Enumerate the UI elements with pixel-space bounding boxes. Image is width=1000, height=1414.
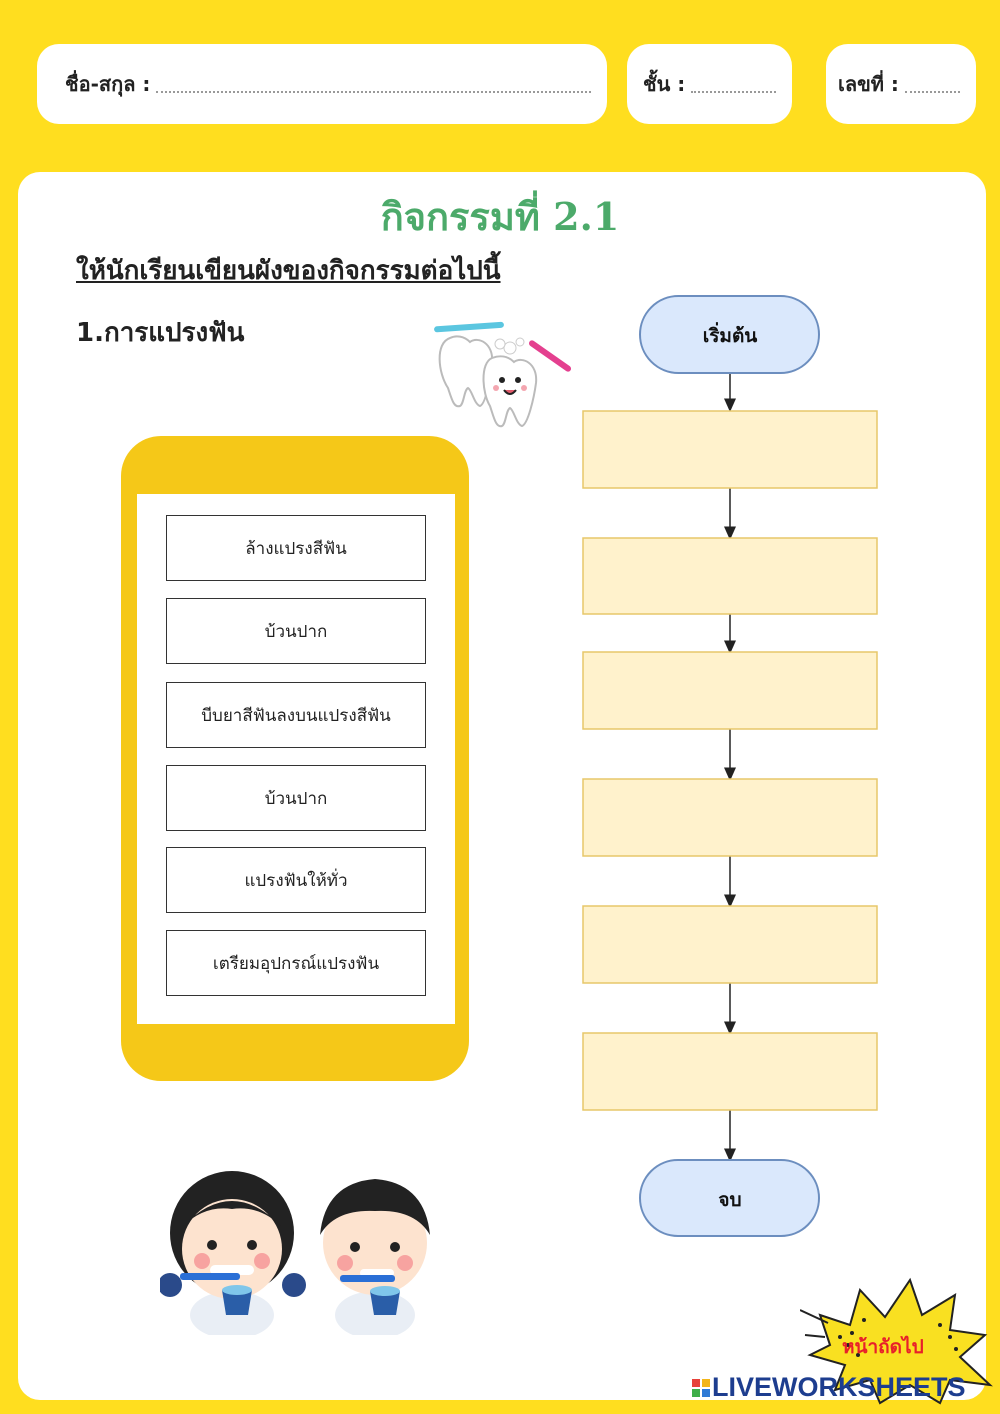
flowchart-blank-box-5[interactable] <box>583 906 877 983</box>
brand-mark-icon <box>692 1379 710 1397</box>
brand-logo <box>692 1372 966 1403</box>
step-option-3[interactable]: บีบยาสีฟันลงบนแปรงสีฟัน <box>166 682 426 748</box>
flowchart-blank-box-2[interactable] <box>583 538 877 614</box>
next-page-label[interactable]: หน้าถัดไป <box>842 1336 924 1358</box>
step-option-5[interactable]: แปรงฟันให้ทั่ว <box>166 847 426 913</box>
brand-name: LIVEWORKSHEETS <box>712 1372 966 1402</box>
end-label: จบ <box>718 1189 742 1211</box>
flowchart-blank-box-3[interactable] <box>583 652 877 729</box>
kids-brushing-illustration <box>160 1165 450 1335</box>
flowchart-start-node <box>640 296 819 373</box>
step-option-2[interactable]: บ้วนปาก <box>166 598 426 664</box>
girl-figure <box>160 1171 306 1335</box>
name-label: ชื่อ-สกุล : <box>65 72 151 96</box>
start-label: เริ่มต้น <box>702 325 758 347</box>
flowchart-blank-box-1[interactable] <box>583 411 877 488</box>
activity-title: กิจกรรมที่ 2.1 <box>380 194 620 239</box>
number-label: เลขที่ : <box>838 72 899 96</box>
flowchart-end-node <box>640 1160 819 1236</box>
boy-figure <box>320 1179 430 1335</box>
step-option-1[interactable]: ล้างแปรงสีฟัน <box>166 515 426 581</box>
section-title: 1.การแปรงฟัน <box>76 318 245 348</box>
class-label: ชั้น : <box>643 72 686 96</box>
step-option-4[interactable]: บ้วนปาก <box>166 765 426 831</box>
instruction-text: ให้นักเรียนเขียนผังของกิจกรรมต่อไปนี้ <box>76 256 501 286</box>
flowchart-blank-box-4[interactable] <box>583 779 877 856</box>
flowchart-blank-box-6[interactable] <box>583 1033 877 1110</box>
step-option-6[interactable]: เตรียมอุปกรณ์แปรงฟัน <box>166 930 426 996</box>
